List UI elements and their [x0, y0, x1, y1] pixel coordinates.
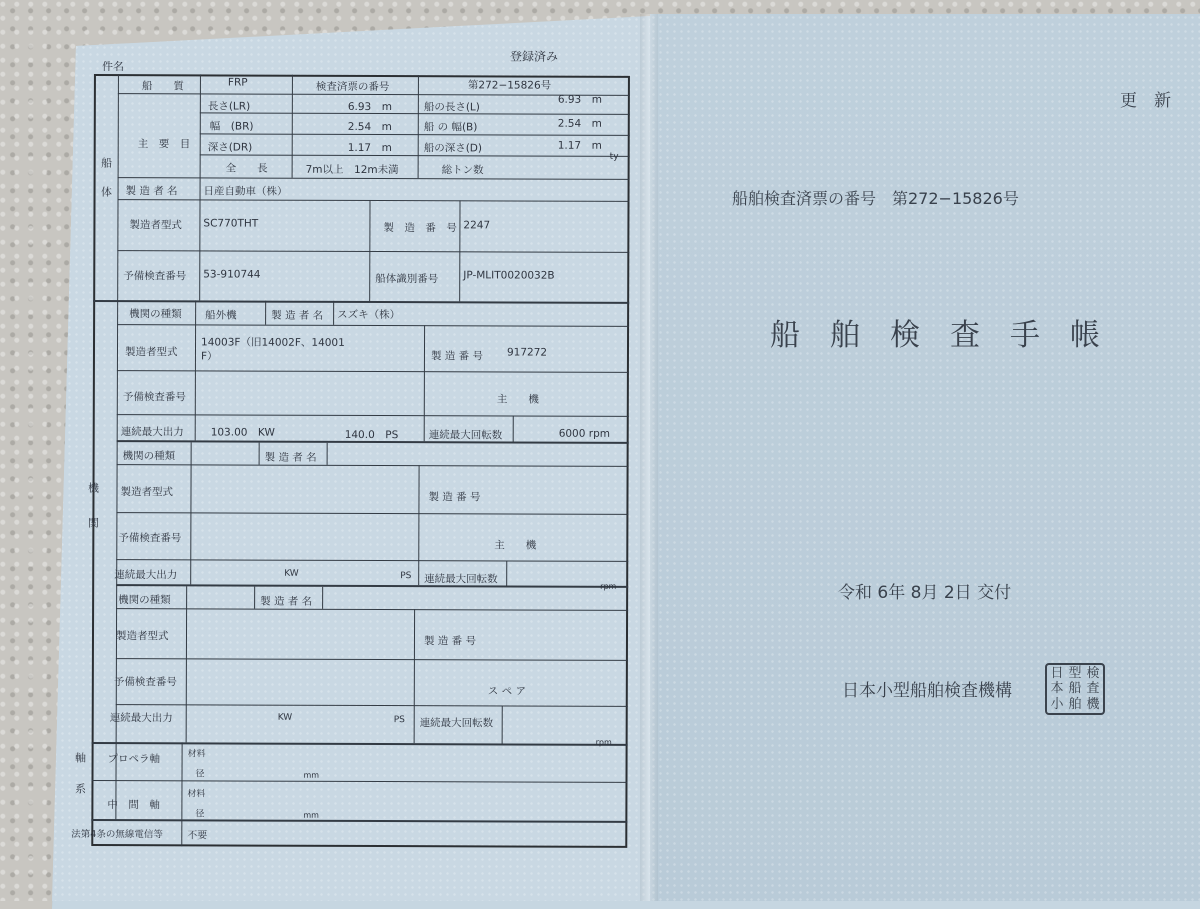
propeller-shaft-label: プロペラ軸: [107, 753, 161, 766]
builder-model-value: SC770THT: [203, 217, 259, 230]
engine3-maker-label: 製 造 者 名: [260, 595, 313, 608]
engine1-model-value-1: 14003F（旧14002F、14001: [201, 336, 345, 349]
intermediate-shaft-label: 中 間 軸: [107, 799, 160, 812]
intermediate-diameter-label: 径: [195, 809, 205, 820]
pre-inspection-value: 53-910744: [203, 268, 261, 281]
gross-tonnage-label: 総トン数: [441, 164, 484, 177]
hull-id-label: 船体識別番号: [375, 273, 439, 286]
engine1-model-value-2: F）: [200, 350, 218, 363]
booklet-title: 船 舶 検 査 手 帳: [770, 318, 1100, 353]
engine3-kw-unit: KW: [277, 712, 293, 723]
hull-id-value: JP-MLIT0020032B: [463, 269, 555, 282]
hull-section-label: 船体: [99, 157, 113, 216]
propeller-diameter-unit: mm: [303, 770, 320, 780]
propeller-material-label: 材料: [187, 749, 206, 760]
pre-inspection-label: 予備検査番号: [123, 270, 187, 283]
shaft-section-label: 軸系: [73, 751, 87, 815]
engine3-type-label: 機関の種類: [118, 594, 171, 607]
breadth-br-value: 2.54 m: [347, 120, 392, 134]
overall-length-label: 全 長: [225, 162, 268, 175]
material-value: FRP: [227, 76, 248, 89]
engine1-serial-value: 917272: [506, 346, 548, 359]
engine2-pre-inspection-label: 予備検査番号: [118, 532, 182, 545]
engine3-model-label: 製造者型式: [115, 630, 169, 643]
cover-page: [650, 14, 1200, 901]
official-seal: 日 型 検 本 船 査 小 舶 機: [1045, 663, 1105, 715]
engine2-kw-unit: KW: [284, 568, 299, 579]
engine3-rpm-unit: rpm: [595, 737, 612, 747]
page-fold: [640, 14, 658, 901]
engine1-maker-value: スズキ（株）: [337, 308, 401, 322]
engine3-serial-label: 製 造 番 号: [423, 635, 477, 648]
length-lr-label: 長さ(LR): [207, 100, 251, 113]
issue-date: 令和 6年 8月 2日 交付: [838, 583, 1012, 603]
engine1-model-label: 製造者型式: [124, 346, 178, 359]
cert-number-label: 検査済票の番号: [315, 80, 390, 94]
engine1-rpm-value: 6000 rpm: [558, 427, 611, 440]
engine1-rpm-label: 連続最大回転数: [428, 429, 503, 442]
engine2-serial-label: 製 造 番 号: [428, 491, 481, 504]
intermediate-diameter-unit: mm: [303, 810, 319, 820]
engine1-type-label: 機関の種類: [129, 308, 182, 321]
engine1-serial-label: 製 造 番 号: [430, 350, 484, 363]
engine1-pre-inspection-label: 予備検査番号: [122, 391, 186, 404]
ship-length-value: 6.93 m: [557, 93, 603, 106]
gross-tonnage-unit: ty: [609, 151, 619, 162]
engine3-rpm-label: 連続最大回転数: [419, 717, 494, 730]
main-dims-label: 主 要 目: [137, 138, 191, 151]
engine3-role: ス ペ ア: [487, 685, 527, 698]
renewal-label: 更 新: [1120, 91, 1171, 111]
propeller-diameter-label: 径: [195, 769, 205, 780]
engine2-output-label: 連続最大出力: [114, 569, 178, 582]
engine3-pre-inspection-label: 予備検査番号: [113, 676, 177, 689]
ship-breadth-label: 船 の 幅(B): [423, 121, 478, 134]
builder-label: 製 造 者 名: [125, 185, 178, 198]
material-label: 船 質: [141, 80, 184, 93]
radio-label: 法第4条の無線電信等: [71, 828, 163, 841]
serial-value: 2247: [463, 219, 491, 232]
engine2-role: 主 機: [494, 539, 537, 552]
ship-length-label: 船の長さ(L): [423, 101, 480, 114]
issuer-name: 日本小型船舶検査機構: [842, 681, 1012, 701]
engine1-maker-label: 製 造 者 名: [271, 309, 324, 322]
registered-label: 登録済み: [509, 49, 559, 64]
cover-cert-number: 船舶検査済票の番号 第272−15826号: [732, 189, 1019, 208]
engine2-maker-label: 製 造 者 名: [264, 451, 317, 464]
ship-depth-value: 1.17 m: [557, 139, 602, 152]
engine3-output-label: 連続最大出力: [109, 712, 173, 725]
engine1-type-value: 船外機: [205, 309, 237, 322]
cert-number-value: 第272−15826号: [467, 79, 552, 92]
depth-dr-label: 深さ(DR): [207, 141, 253, 154]
engine1-role: 主 機: [496, 393, 539, 406]
inspection-form: [71, 49, 632, 888]
subject-label: 件名: [101, 60, 125, 74]
engine1-output-label: 連続最大出力: [120, 426, 184, 439]
breadth-br-label: 幅 (BR): [209, 120, 254, 133]
engine-section-label: 機関: [86, 482, 100, 553]
radio-value: 不要: [187, 830, 208, 842]
depth-dr-value: 1.17 m: [347, 141, 392, 155]
engine2-type-label: 機関の種類: [122, 450, 176, 463]
ship-breadth-value: 2.54 m: [557, 117, 602, 130]
engine2-ps-unit: PS: [400, 571, 412, 582]
length-lr-value: 6.93 m: [347, 100, 392, 114]
ship-depth-label: 船の深さ(D): [423, 142, 483, 155]
builder-value: 日産自動車（株）: [203, 185, 288, 198]
engine2-model-label: 製造者型式: [120, 486, 174, 499]
engine1-kw-value: 103.00 KW: [210, 426, 275, 439]
engine1-ps-value: 140.0 PS: [344, 428, 399, 442]
intermediate-material-label: 材料: [187, 789, 206, 800]
builder-model-label: 製造者型式: [129, 219, 182, 232]
overall-length-value: 7m以上 12m未満: [305, 163, 399, 177]
engine3-ps-unit: PS: [393, 715, 405, 726]
engine2-rpm-label: 連続最大回転数: [424, 573, 498, 586]
engine2-rpm-unit: rpm: [600, 581, 617, 591]
serial-label: 製 造 番 号: [383, 222, 457, 235]
